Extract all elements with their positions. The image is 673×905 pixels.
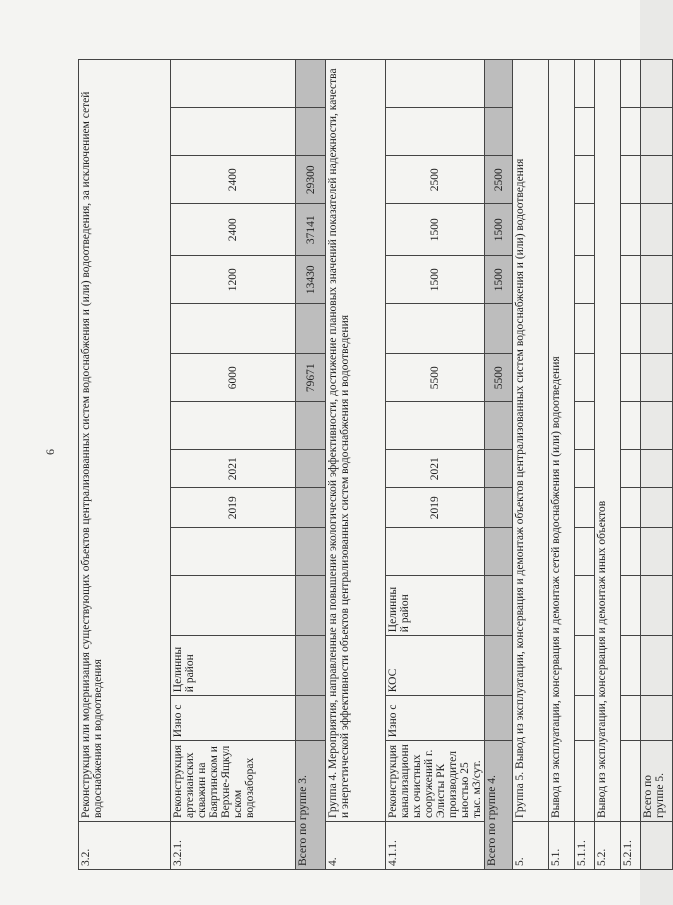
total-group-3 [296,60,326,870]
year-3-cost: 2500 [485,156,513,204]
row-number: 4. [326,822,386,870]
section-title: Реконструкция или модернизация существующих объектов централизованных систем водоснабжения и (или) водоотведения, за исключением сетей водоснабжения и водоотведения [79,60,171,822]
end-year: 2021 [386,450,485,488]
section-title: Группа 4. Мероприятия, направленные на повышение экологической эффективности, достижение плановых значений показателей надежности, качества и энергетической эффективности объектов централизованных систем водоснабжения и водоотведения [326,60,386,822]
year-2-cost: 1500 [386,204,485,256]
row-number: 3.2.1. [171,822,296,870]
investment-table [78,59,673,870]
row-4 [326,60,386,870]
row-4-1-1 [386,60,485,870]
year-1-cost: 13430 [296,256,326,304]
row-5-2 [595,60,621,870]
start-year: 2019 [171,488,296,528]
row-number: 5.1. [549,822,575,870]
year-2-cost: 1500 [485,204,513,256]
row-number: 5.1.1. [575,822,595,870]
object: КОС [386,636,485,696]
total-cost: 5500 [386,354,485,402]
row-number: 5.2.1. [621,822,641,870]
row-number: 5. [513,822,549,870]
measure-name: Реконструкция канализационн ых очистных сооружений г. Элисты РК производител ьностью 25 тыс. м3/сут. [386,741,485,822]
total-label: Всего по группе 5. [641,741,673,822]
section-title: Вывод из эксплуатации, консервация и демонтаж сетей водоснабжения и (или) водоотведения [549,60,575,822]
total-cost: 79671 [296,354,326,402]
start-year: 2019 [386,488,485,528]
year-2-cost: 37141 [296,204,326,256]
row-5-1 [549,60,575,870]
page-number: 6 [43,449,57,455]
row-number: 5.2. [595,822,621,870]
end-year: 2021 [171,450,296,488]
total-label: Всего по группе 4. [485,741,513,870]
row-number: 3.2. [79,822,171,870]
year-3-cost: 2500 [386,156,485,204]
year-1-cost: 1200 [171,256,296,304]
year-1-cost: 1500 [386,256,485,304]
total-group-5 [641,60,673,870]
location: Целинны й район [386,576,485,636]
row-3-2-1 [171,60,296,870]
row-number: 4.1.1. [386,822,485,870]
total-cost: 5500 [485,354,513,402]
total-group-4 [485,60,513,870]
year-3-cost: 29300 [296,156,326,204]
location: Целинны й район [171,636,296,696]
row-5-1-1 [575,60,595,870]
measure-name: Реконструкция артезианских скважин на Баяртинском и Верхне-Ящкул ьском водозаборах [171,741,296,822]
section-title: Вывод из эксплуатации, консервация и демонтаж иных объектов [595,60,621,822]
section-title: Группа 5. Вывод из эксплуатации, консервация и демонтаж объектов централизованных систем водоснабжения и (или) водоотведения [513,60,549,822]
category: Изно с [386,696,485,741]
category: Изно с [171,696,296,741]
row-5-2-1 [621,60,641,870]
total-label: Всего по группе 3. [296,741,326,870]
year-1-cost: 1500 [485,256,513,304]
row-5 [513,60,549,870]
year-2-cost: 2400 [171,204,296,256]
total-cost: 6000 [171,354,296,402]
year-3-cost: 2400 [171,156,296,204]
row-3-2 [79,60,171,870]
